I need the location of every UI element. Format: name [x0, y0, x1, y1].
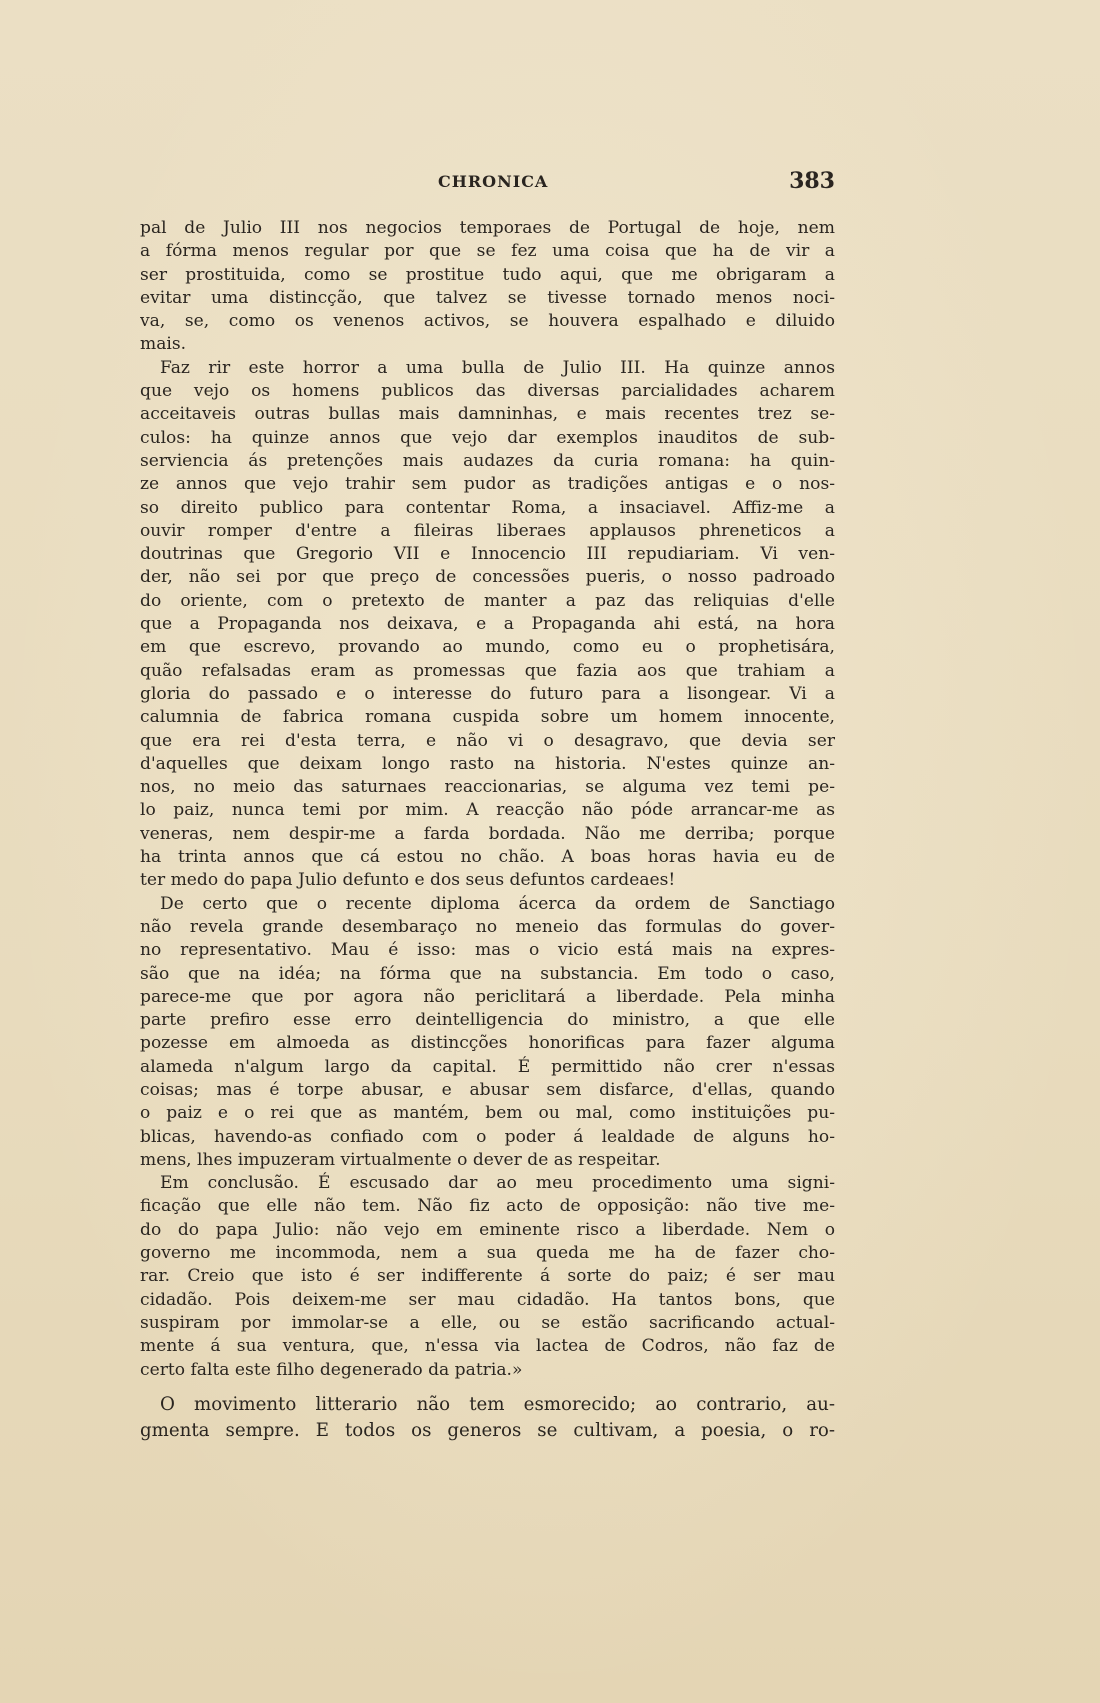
- text-line: não revela grande desembaraço no meneio das formulas do gover-: [140, 916, 835, 937]
- paragraph-3: [140, 893, 835, 1173]
- text-line: ha trinta annos que cá estou no chão. A boas horas havia eu de: [140, 847, 835, 868]
- text-line: quão refalsadas eram as promessas que fazia aos que trahiam a: [140, 660, 835, 681]
- text-line: alameda n'algum largo da capital. É permittido não crer n'essas: [140, 1056, 835, 1077]
- text-line: culos: ha quinze annos que vejo dar exemplos inauditos de sub-: [140, 427, 835, 448]
- text-line: O movimento litterario não tem esmorecido; ao contrario, au-: [160, 1393, 835, 1415]
- text-line: ficação que elle não tem. Não fiz acto de opposição: não tive me-: [140, 1196, 835, 1217]
- text-line: gloria do passado e o interesse do futuro para a lisongear. Vi a: [140, 683, 835, 704]
- text-line: veneras, nem despir-me a farda bordada. Não me derriba; porque: [140, 823, 835, 844]
- text-line: mais.: [140, 334, 187, 355]
- text-line: a fórma menos regular por que se fez uma coisa que ha de vir a: [140, 241, 835, 262]
- text-line: parte prefiro esse erro deintelligencia do ministro, a que elle: [140, 1010, 835, 1031]
- paragraph-1: [140, 217, 835, 357]
- text-line: so direito publico para contentar Roma, a insaciavel. Affiz-me a: [140, 497, 835, 518]
- text-line: rar. Creio que isto é ser indifferente á sorte do paiz; é ser mau: [140, 1266, 835, 1287]
- text-line: que vejo os homens publicos das diversas parcialidades acharem: [140, 381, 835, 402]
- text-line: que era rei d'esta terra, e não vi o desagravo, que devia ser: [140, 730, 835, 751]
- text-line: cidadão. Pois deixem-me ser mau cidadão. Ha tantos bons, que: [140, 1289, 835, 1310]
- text-line: são que na idéa; na fórma que na substancia. Em todo o caso,: [140, 963, 835, 984]
- text-line: parece-me que por agora não periclitará a liberdade. Pela minha: [140, 986, 835, 1007]
- text-line: ser prostituida, como se prostitue tudo aqui, que me obrigaram a: [140, 264, 835, 285]
- text-line: ter medo do papa Julio defunto e dos seus defuntos cardeaes!: [140, 870, 676, 891]
- text-line: De certo que o recente diploma ácerca da ordem de Sanctiago: [160, 893, 835, 914]
- text-line: serviencia ás pretenções mais audazes da curia romana: ha quin-: [140, 450, 835, 471]
- text-line: coisas; mas é torpe abusar, e abusar sem disfarce, d'ellas, quando: [140, 1079, 835, 1100]
- text-line: do oriente, com o pretexto de manter a paz das reliquias d'elle: [140, 590, 835, 611]
- text-line: pal de Julio III nos negocios temporaes de Portugal de hoje, nem: [140, 218, 835, 238]
- text-line: nos, no meio das saturnaes reaccionarias, se alguma vez temi pe-: [140, 777, 835, 798]
- text-line: va, se, como os venenos activos, se houvera espalhado e diluido: [140, 311, 835, 332]
- text-line: mente á sua ventura, que, n'essa via lactea de Codros, não faz de: [140, 1336, 835, 1357]
- paragraph-4: [140, 1172, 835, 1382]
- text-line: pozesse em almoeda as distincções honorificas para fazer alguma: [140, 1033, 835, 1054]
- text-line: calumnia de fabrica romana cuspida sobre um homem innocente,: [140, 707, 835, 728]
- text-line: suspiram por immolar-se a elle, ou se estão sacrificando actual-: [140, 1312, 835, 1333]
- text-line: lo paiz, nunca temi por mim. A reacção não póde arrancar-me as: [140, 800, 835, 821]
- text-line: gmenta sempre. E todos os generos se cultivam, a poesia, o ro-: [140, 1419, 835, 1441]
- text-line: ze annos que vejo trahir sem pudor as tradições antigas e o nos-: [140, 474, 835, 495]
- page-number: 383: [789, 168, 835, 194]
- running-head: [140, 168, 835, 196]
- text-line: evitar uma distincção, que talvez se tivesse tornado menos noci-: [140, 287, 835, 308]
- text-line: acceitaveis outras bullas mais damninhas, e mais recentes trez se-: [140, 404, 835, 425]
- text-line: certo falta este filho degenerado da patria.»: [140, 1359, 523, 1380]
- text-line: governo me incommoda, nem a sua queda me ha de fazer cho-: [140, 1243, 835, 1264]
- text-line: Faz rir este horror a uma bulla de Julio III. Ha quinze annos: [160, 357, 835, 378]
- body-text: [140, 217, 835, 1444]
- text-line: blicas, havendo-as confiado com o poder á lealdade de alguns ho-: [140, 1126, 835, 1147]
- text-line: Em conclusão. É escusado dar ao meu procedimento uma signi-: [160, 1173, 835, 1194]
- text-line: o paiz e o rei que as mantém, bem ou mal, como instituições pu-: [140, 1103, 835, 1124]
- text-line: do do papa Julio: não vejo em eminente risco a liberdade. Nem o: [140, 1219, 835, 1240]
- paragraph-5: [140, 1392, 835, 1444]
- paragraph-gap: [140, 1382, 835, 1392]
- text-line: no representativo. Mau é isso: mas o vicio está mais na expres-: [140, 940, 835, 961]
- text-line: mens, lhes impuzeram virtualmente o dever de as respeitar.: [140, 1149, 661, 1170]
- running-head-title: CHRONICA: [438, 172, 549, 191]
- paragraph-2: [140, 357, 835, 893]
- text-line: ouvir romper d'entre a fileiras liberaes applausos phreneticos a: [140, 520, 835, 541]
- text-line: doutrinas que Gregorio VII e Innocencio III repudiariam. Vi ven-: [140, 544, 835, 565]
- text-line: d'aquelles que deixam longo rasto na historia. N'estes quinze an-: [140, 753, 835, 774]
- text-line: der, não sei por que preço de concessões pueris, o nosso padroado: [140, 567, 835, 588]
- text-line: em que escrevo, provando ao mundo, como eu o prophetisára,: [140, 637, 835, 658]
- text-line: que a Propaganda nos deixava, e a Propaganda ahi está, na hora: [140, 614, 835, 635]
